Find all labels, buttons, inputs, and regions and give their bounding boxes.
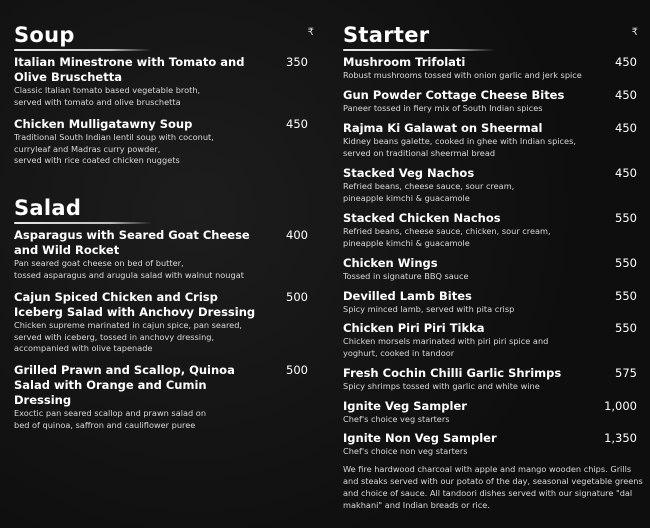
item-desc-line: Paneer tossed in fiery mix of South Indian spices <box>343 103 543 113</box>
item-desc-line: served with iceberg, tossed in anchovy dressing, <box>14 331 215 342</box>
item-name: Stacked Veg Nachos <box>343 166 475 180</box>
item-name: Ignite Non Veg Sampler <box>343 431 497 445</box>
menu-item <box>14 228 308 281</box>
item-desc-line: Chicken morsels marinated with piri piri spice and <box>343 336 549 346</box>
item-desc-line: Refried beans, cheese sauce, chicken, sour cream, <box>343 226 551 236</box>
menu-item <box>14 117 308 167</box>
item-price: 450 <box>615 88 637 102</box>
item-name: Italian Minestrone with Tomato and Olive Bruschetta <box>14 55 245 84</box>
menu-item <box>343 256 637 283</box>
item-desc-line: tossed asparagus and arugula salad with walnut nougat <box>14 269 244 280</box>
item-name: Chicken Wings <box>343 256 438 270</box>
menu-item <box>343 211 637 249</box>
menu-item <box>343 366 637 393</box>
item-price: 550 <box>615 289 637 303</box>
item-desc-line: served on traditional sheermal bread <box>343 147 496 158</box>
item-desc-line: Chef's choice non veg starters <box>343 446 468 456</box>
item-desc-line: Robust mushrooms tossed with onion garlic and jerk spice <box>343 70 582 80</box>
menu-item <box>343 55 637 82</box>
item-name: Grilled Prawn and Scallop, Quinoa Salad with Orange and Cumin Dressing <box>14 363 235 407</box>
starter-underline <box>343 49 495 51</box>
rupee-icon: ₹ <box>631 27 638 38</box>
menu-item <box>14 363 308 431</box>
menu-item <box>343 399 637 426</box>
item-price: 550 <box>615 256 637 270</box>
item-desc-line: bed of quinoa, saffron and cauliflower puree <box>14 419 196 430</box>
item-name: Cajun Spiced Chicken and Crisp Iceberg Salad with Anchovy Dressing <box>14 290 256 319</box>
item-desc-line: Exoctic pan seared scallop and prawn salad on <box>14 408 207 418</box>
salad-section <box>14 196 314 224</box>
item-name: Gun Powder Cottage Cheese Bites <box>343 88 565 102</box>
item-price: 450 <box>615 55 637 69</box>
item-name: Mushroom Trifolati <box>343 55 466 69</box>
item-desc-line: Chicken supreme marinated in cajun spice, pan seared, <box>14 320 243 330</box>
menu-item <box>343 166 637 204</box>
item-price: 450 <box>615 166 637 180</box>
item-desc-line: curryleaf and Madras curry powder, <box>14 143 161 154</box>
item-name: Chicken Piri Piri Tikka <box>343 321 485 335</box>
menu-item <box>14 55 308 108</box>
footer-note-line: We fire hardwood charcoal with apple and mango wooden chips. Grills <box>343 464 632 474</box>
soup-section <box>14 23 314 51</box>
item-price: 1,000 <box>604 399 637 413</box>
item-desc-line: Spicy shrimps tossed with garlic and white wine <box>343 381 540 391</box>
footer-note-line: and steaks served with our potato of the day, seasonal vegetable greens <box>343 476 643 486</box>
starter-heading: Starter <box>343 23 430 47</box>
item-desc-line: Chef's choice veg starters <box>343 414 450 424</box>
item-desc-line: served with rice coated chicken nuggets <box>14 155 180 165</box>
item-name: Ignite Veg Sampler <box>343 399 467 413</box>
item-price: 500 <box>286 290 308 304</box>
item-desc-line: served with tomato and olive bruschetta <box>14 96 181 107</box>
menu-item <box>343 321 637 359</box>
salad-underline <box>14 222 152 224</box>
item-price: 400 <box>286 228 308 242</box>
item-desc-line: Pan seared goat cheese on bed of butter, <box>14 258 184 268</box>
item-desc-line: accompanied with olive tapenade <box>14 343 153 353</box>
item-desc-line: Traditional South Indian lentil soup with coconut, <box>14 132 214 142</box>
item-desc-line: Tossed in signature BBQ sauce <box>343 271 469 281</box>
starter-section <box>343 23 638 51</box>
item-desc-line: pineapple kimchi & guacamole <box>343 237 470 248</box>
item-name: Stacked Chicken Nachos <box>343 211 501 225</box>
item-price: 550 <box>615 321 637 335</box>
item-desc-line: Classic Italian tomato based vegetable broth, <box>14 85 201 95</box>
soup-underline <box>14 49 152 51</box>
footer-note <box>343 463 643 511</box>
menu-item <box>343 289 637 316</box>
menu-item <box>14 290 308 355</box>
item-price: 550 <box>615 211 637 225</box>
item-price: 500 <box>286 363 308 377</box>
soup-heading: Soup <box>14 23 75 47</box>
item-desc-line: pineapple kimchi & guacamole <box>343 192 470 203</box>
item-name: Rajma Ki Galawat on Sheermal <box>343 121 543 135</box>
salad-heading: Salad <box>14 196 82 220</box>
menu-item <box>343 431 637 458</box>
item-desc-line: yoghurt, cooked in tandoor <box>343 347 455 358</box>
item-price: 575 <box>615 366 637 380</box>
item-name: Devilled Lamb Bites <box>343 289 472 303</box>
item-name: Fresh Cochin Chilli Garlic Shrimps <box>343 366 562 380</box>
item-price: 450 <box>615 121 637 135</box>
item-name: Chicken Mulligatawny Soup <box>14 117 193 131</box>
menu-item <box>343 88 637 115</box>
footer-note-line: makhani" and Indian breads or rice. <box>343 500 490 510</box>
item-desc-line: Refried beans, cheese sauce, sour cream, <box>343 181 515 191</box>
item-price: 1,350 <box>604 431 637 445</box>
footer-note-line: and choice of sauce. All tandoori dishes served with our signature "dal <box>343 488 633 498</box>
menu-item <box>343 121 637 159</box>
item-price: 450 <box>286 117 308 131</box>
item-name: Asparagus with Seared Goat Cheese and Wild Rocket <box>14 228 250 257</box>
item-desc-line: Spicy minced lamb, served with pita crisp <box>343 304 515 314</box>
item-price: 350 <box>286 55 308 69</box>
rupee-icon: ₹ <box>307 27 314 38</box>
item-desc-line: Kidney beans galette, cooked in ghee with Indian spices, <box>343 136 576 146</box>
